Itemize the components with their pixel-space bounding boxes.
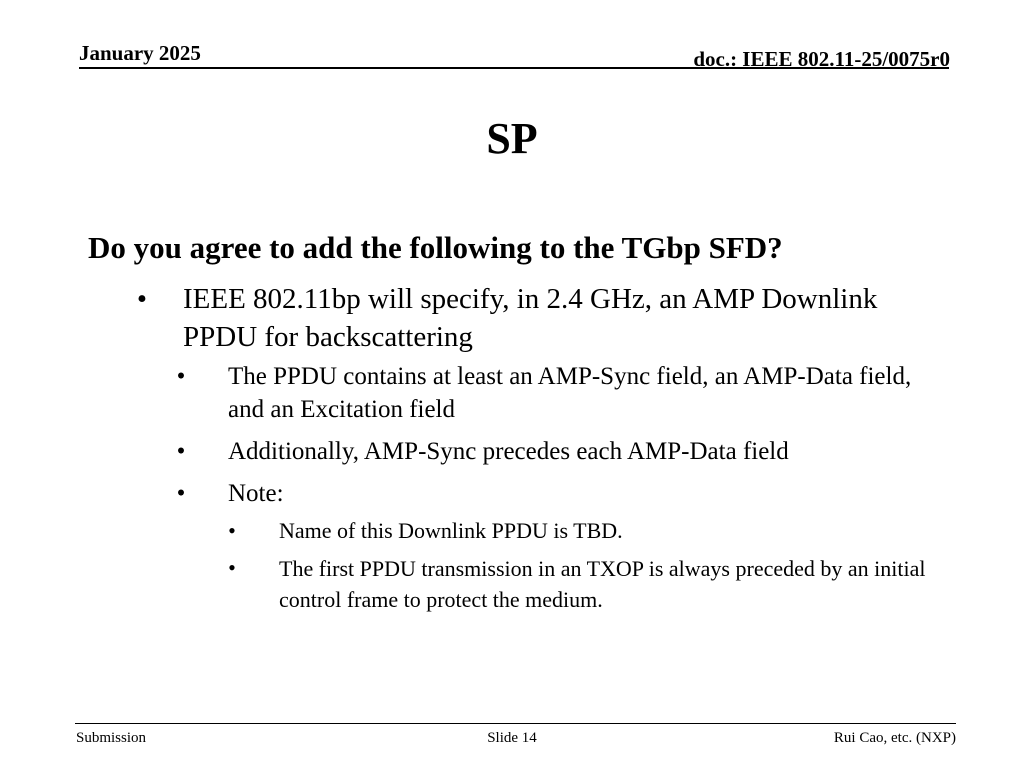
straw-poll-question: Do you agree to add the following to the TGbp SFD? [88,230,783,265]
bullet-level3-text: The first PPDU transmission in an TXOP is always preceded by an initial control frame to protect the medium. [279,556,926,612]
footer-divider [75,723,956,724]
bullet-marker: • [228,518,236,543]
footer-submission: Submission [76,730,147,746]
bullet-level2-text: Additionally, AMP-Sync precedes each AMP-Data field [228,438,789,465]
footer-author: Rui Cao, etc. (NXP) [833,730,956,746]
header-doc-id: doc.: IEEE 802.11-25/0075r0 [693,47,950,71]
footer-slide-number: Slide 14 [487,730,537,746]
bullet-level2-text: The PPDU contains at least an AMP-Sync field, an AMP-Data field, and an Excitation field [228,363,912,423]
bullet-marker: • [176,438,186,465]
bullet-marker: • [176,363,186,390]
header-divider [79,67,949,69]
bullet-marker: • [176,480,186,507]
bullet-marker: • [136,283,148,315]
bullet-level1-text: IEEE 802.11bp will specify, in 2.4 GHz, an AMP Downlink PPDU for backscattering [183,283,878,353]
header-date: January 2025 [79,41,201,65]
bullet-level2-text: Note: [228,480,284,507]
bullet-level3-text: Name of this Downlink PPDU is TBD. [279,518,623,543]
slide-title: SP [486,114,538,163]
bullet-marker: • [228,555,236,580]
